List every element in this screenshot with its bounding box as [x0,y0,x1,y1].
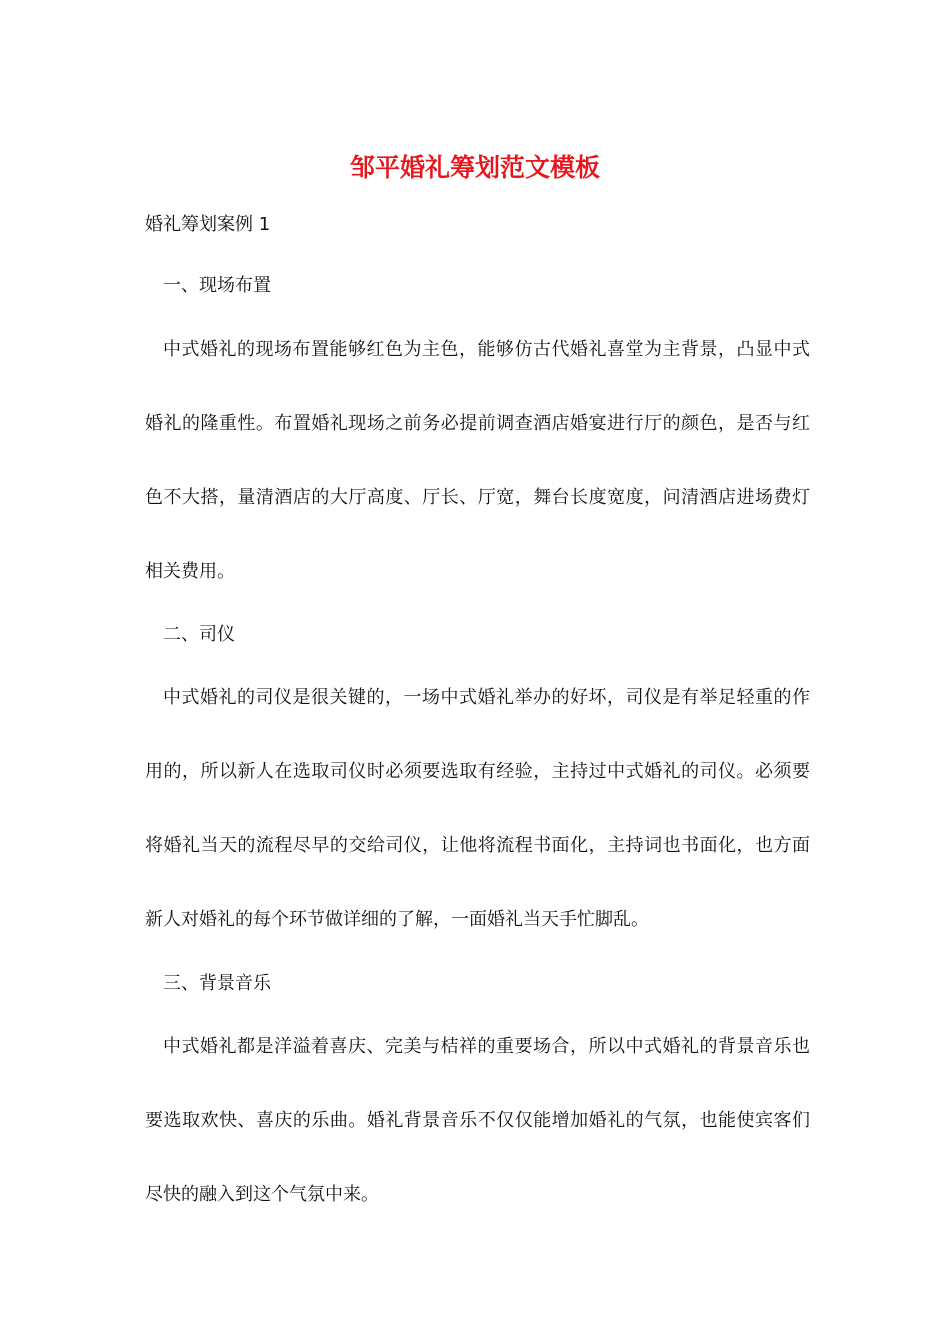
section-body-venue: 中式婚礼的现场布置能够红色为主色，能够仿古代婚礼喜堂为主背景，凸显中式婚礼的隆重性。布置婚礼现场之前务必提前调查酒店婚宴进行厅的颜色，是否与红色不大搭，量清酒店的大厅高度、厅长、厅宽，舞台长度宽度，问清酒店进场费灯相关费用。 [145,339,810,582]
section-heading-emcee: 二、司仪 [163,624,235,645]
section-body-emcee: 中式婚礼的司仪是很关键的，一场中式婚礼举办的好坏，司仪是有举足轻重的作用的，所以新人在选取司仪时必须要选取有经验，主持过中式婚礼的司仪。必须要将婚礼当天的流程尽早的交给司仪，让他将流程书面化，主持词也书面化，也方面新人对婚礼的每个环节做详细的了解，一面婚礼当天手忙脚乱。 [145,687,810,930]
section-heading-venue: 一、现场布置 [163,275,271,296]
section-body-music: 中式婚礼都是洋溢着喜庆、完美与桔祥的重要场合，所以中式婚礼的背景音乐也要选取欢快、喜庆的乐曲。婚礼背景音乐不仅仅能增加婚礼的气氛，也能使宾客们尽快的融入到这个气氛中来。 [145,1036,810,1205]
case-label: 婚礼筹划案例 1 [145,214,271,235]
document-title: 邹平婚礼筹划范文模板 [349,153,600,182]
section-heading-music: 三、背景音乐 [163,973,271,994]
